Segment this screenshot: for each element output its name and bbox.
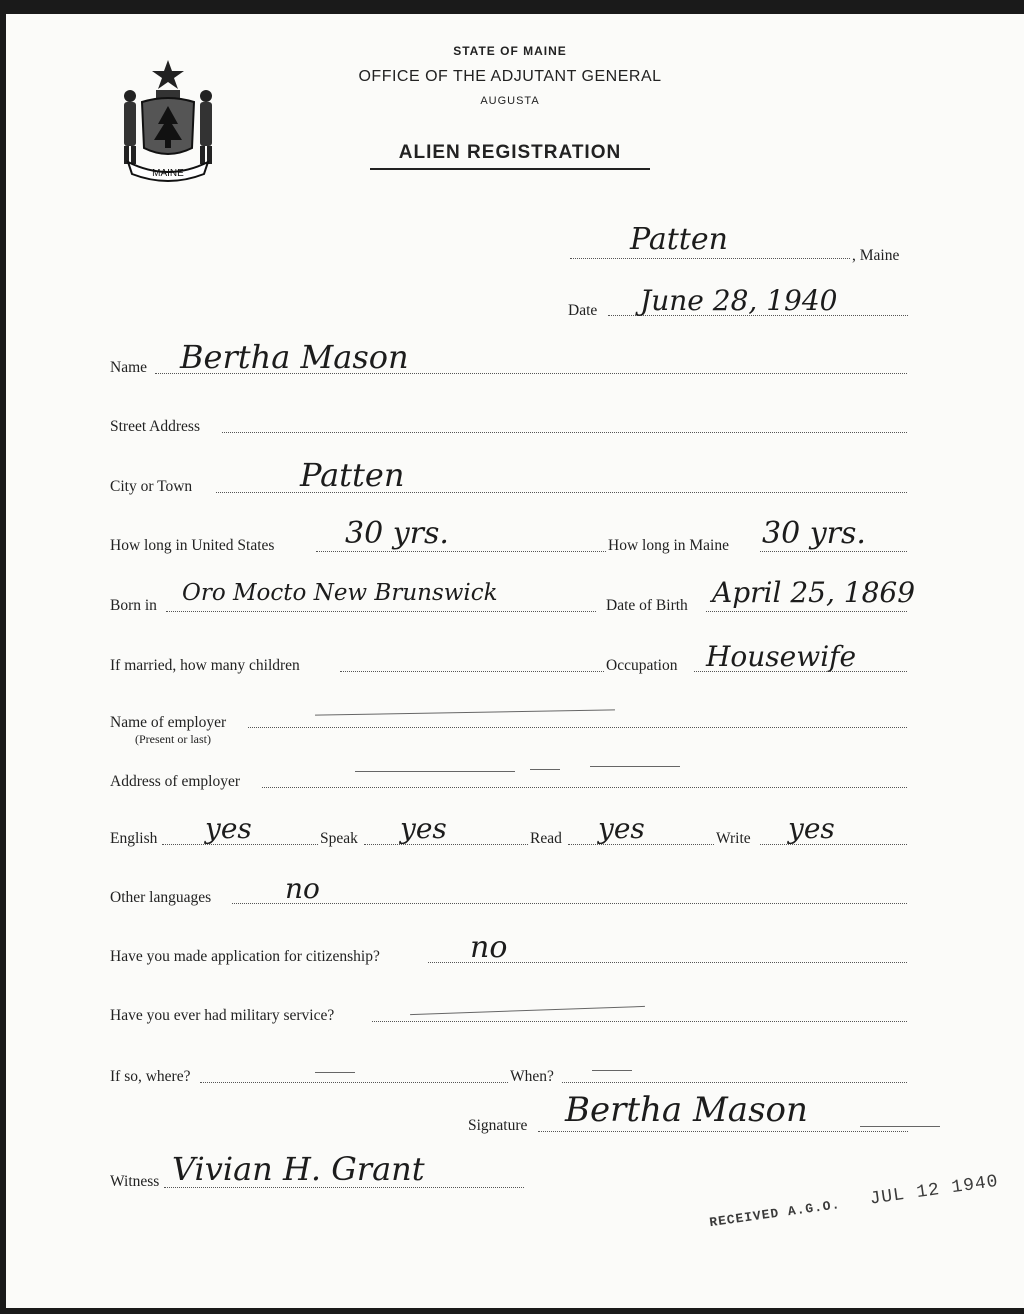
header-city: AUGUSTA [480,95,540,107]
name-label: Name [110,359,148,376]
employer-name-sublabel: (Present or last) [135,732,211,746]
signature-label: Signature [468,1117,528,1134]
occupation-value: Housewife [706,640,857,673]
street-address-label: Street Address [110,418,200,435]
maine-state-seal-icon [112,56,224,184]
employer-name-label: Name of employer [110,714,227,731]
when-dash [592,1070,632,1071]
witness-label: Witness [110,1173,160,1190]
how-long-us-value: 30 yrs. [345,516,449,551]
scan-border-left [0,0,6,1314]
how-long-us-label: How long in United States [110,537,275,554]
employer-address-line [262,787,907,788]
maine-label: , Maine [852,247,900,264]
english-label: English [110,830,158,847]
town-value: Patten [630,222,728,257]
signature-line [538,1131,908,1132]
city-value: Patten [300,456,405,494]
stamp-date: JUL 12 1940 [868,1171,1000,1210]
employer-name-dash [315,709,615,715]
employer-address-dash-2 [530,769,560,770]
military-label: Have you ever had military service? [110,1007,335,1024]
born-in-line [166,611,596,612]
witness-value: Vivian H. Grant [172,1150,425,1188]
how-long-maine-value: 30 yrs. [762,516,866,551]
date-of-birth-value: April 25, 1869 [712,576,916,609]
write-label: Write [716,830,751,847]
seal-banner-text: MAINE [152,168,184,179]
date-of-birth-label: Date of Birth [606,597,688,614]
occupation-label: Occupation [606,657,678,674]
scan-border-top [0,0,1024,14]
city-label: City or Town [110,478,193,495]
date-of-birth-line [706,611,907,612]
employer-address-dash-3 [590,766,680,767]
military-line [372,1021,907,1022]
name-value: Bertha Mason [180,338,409,376]
married-children-label: If married, how many children [110,657,300,674]
if-so-where-dash [315,1072,355,1073]
how-long-maine-label: How long in Maine [608,537,729,554]
town-line [570,258,850,259]
title-underline [370,168,650,170]
how-long-us-line [316,551,606,552]
speak-label: Speak [320,830,358,847]
english-value: yes [205,812,252,845]
read-value: yes [598,812,645,845]
citizenship-label: Have you made application for citizenship? [110,948,380,965]
other-languages-line [232,903,907,904]
citizenship-value: no [470,930,508,965]
how-long-maine-line [760,551,907,552]
if-so-where-line [200,1082,508,1083]
if-so-where-label: If so, where? [110,1068,191,1085]
military-dash [410,1006,645,1015]
when-line [562,1082,907,1083]
employer-address-dash-1 [355,771,515,772]
stamp-received-text: RECEIVED A.G.O. [708,1197,842,1231]
received-stamp [708,1172,1000,1232]
employer-name-line [248,727,907,728]
form-title: ALIEN REGISTRATION [398,142,622,163]
when-label: When? [510,1068,554,1085]
scan-border-bottom [0,1308,1024,1314]
married-children-line [340,671,604,672]
other-languages-label: Other languages [110,889,212,906]
other-languages-value: no [285,872,320,905]
born-in-value: Oro Mocto New Brunswick [182,580,498,606]
date-label: Date [568,302,598,319]
employer-address-label: Address of employer [110,773,240,790]
header-state: STATE OF MAINE [453,44,567,58]
header-office: OFFICE OF THE ADJUTANT GENERAL [358,68,662,85]
signature-flourish [860,1126,940,1127]
born-in-label: Born in [110,597,157,614]
speak-value: yes [400,812,447,845]
read-label: Read [530,830,562,847]
street-address-line [222,432,907,433]
date-value: June 28, 1940 [640,284,838,317]
write-value: yes [788,812,835,845]
signature-value: Bertha Mason [565,1090,808,1130]
